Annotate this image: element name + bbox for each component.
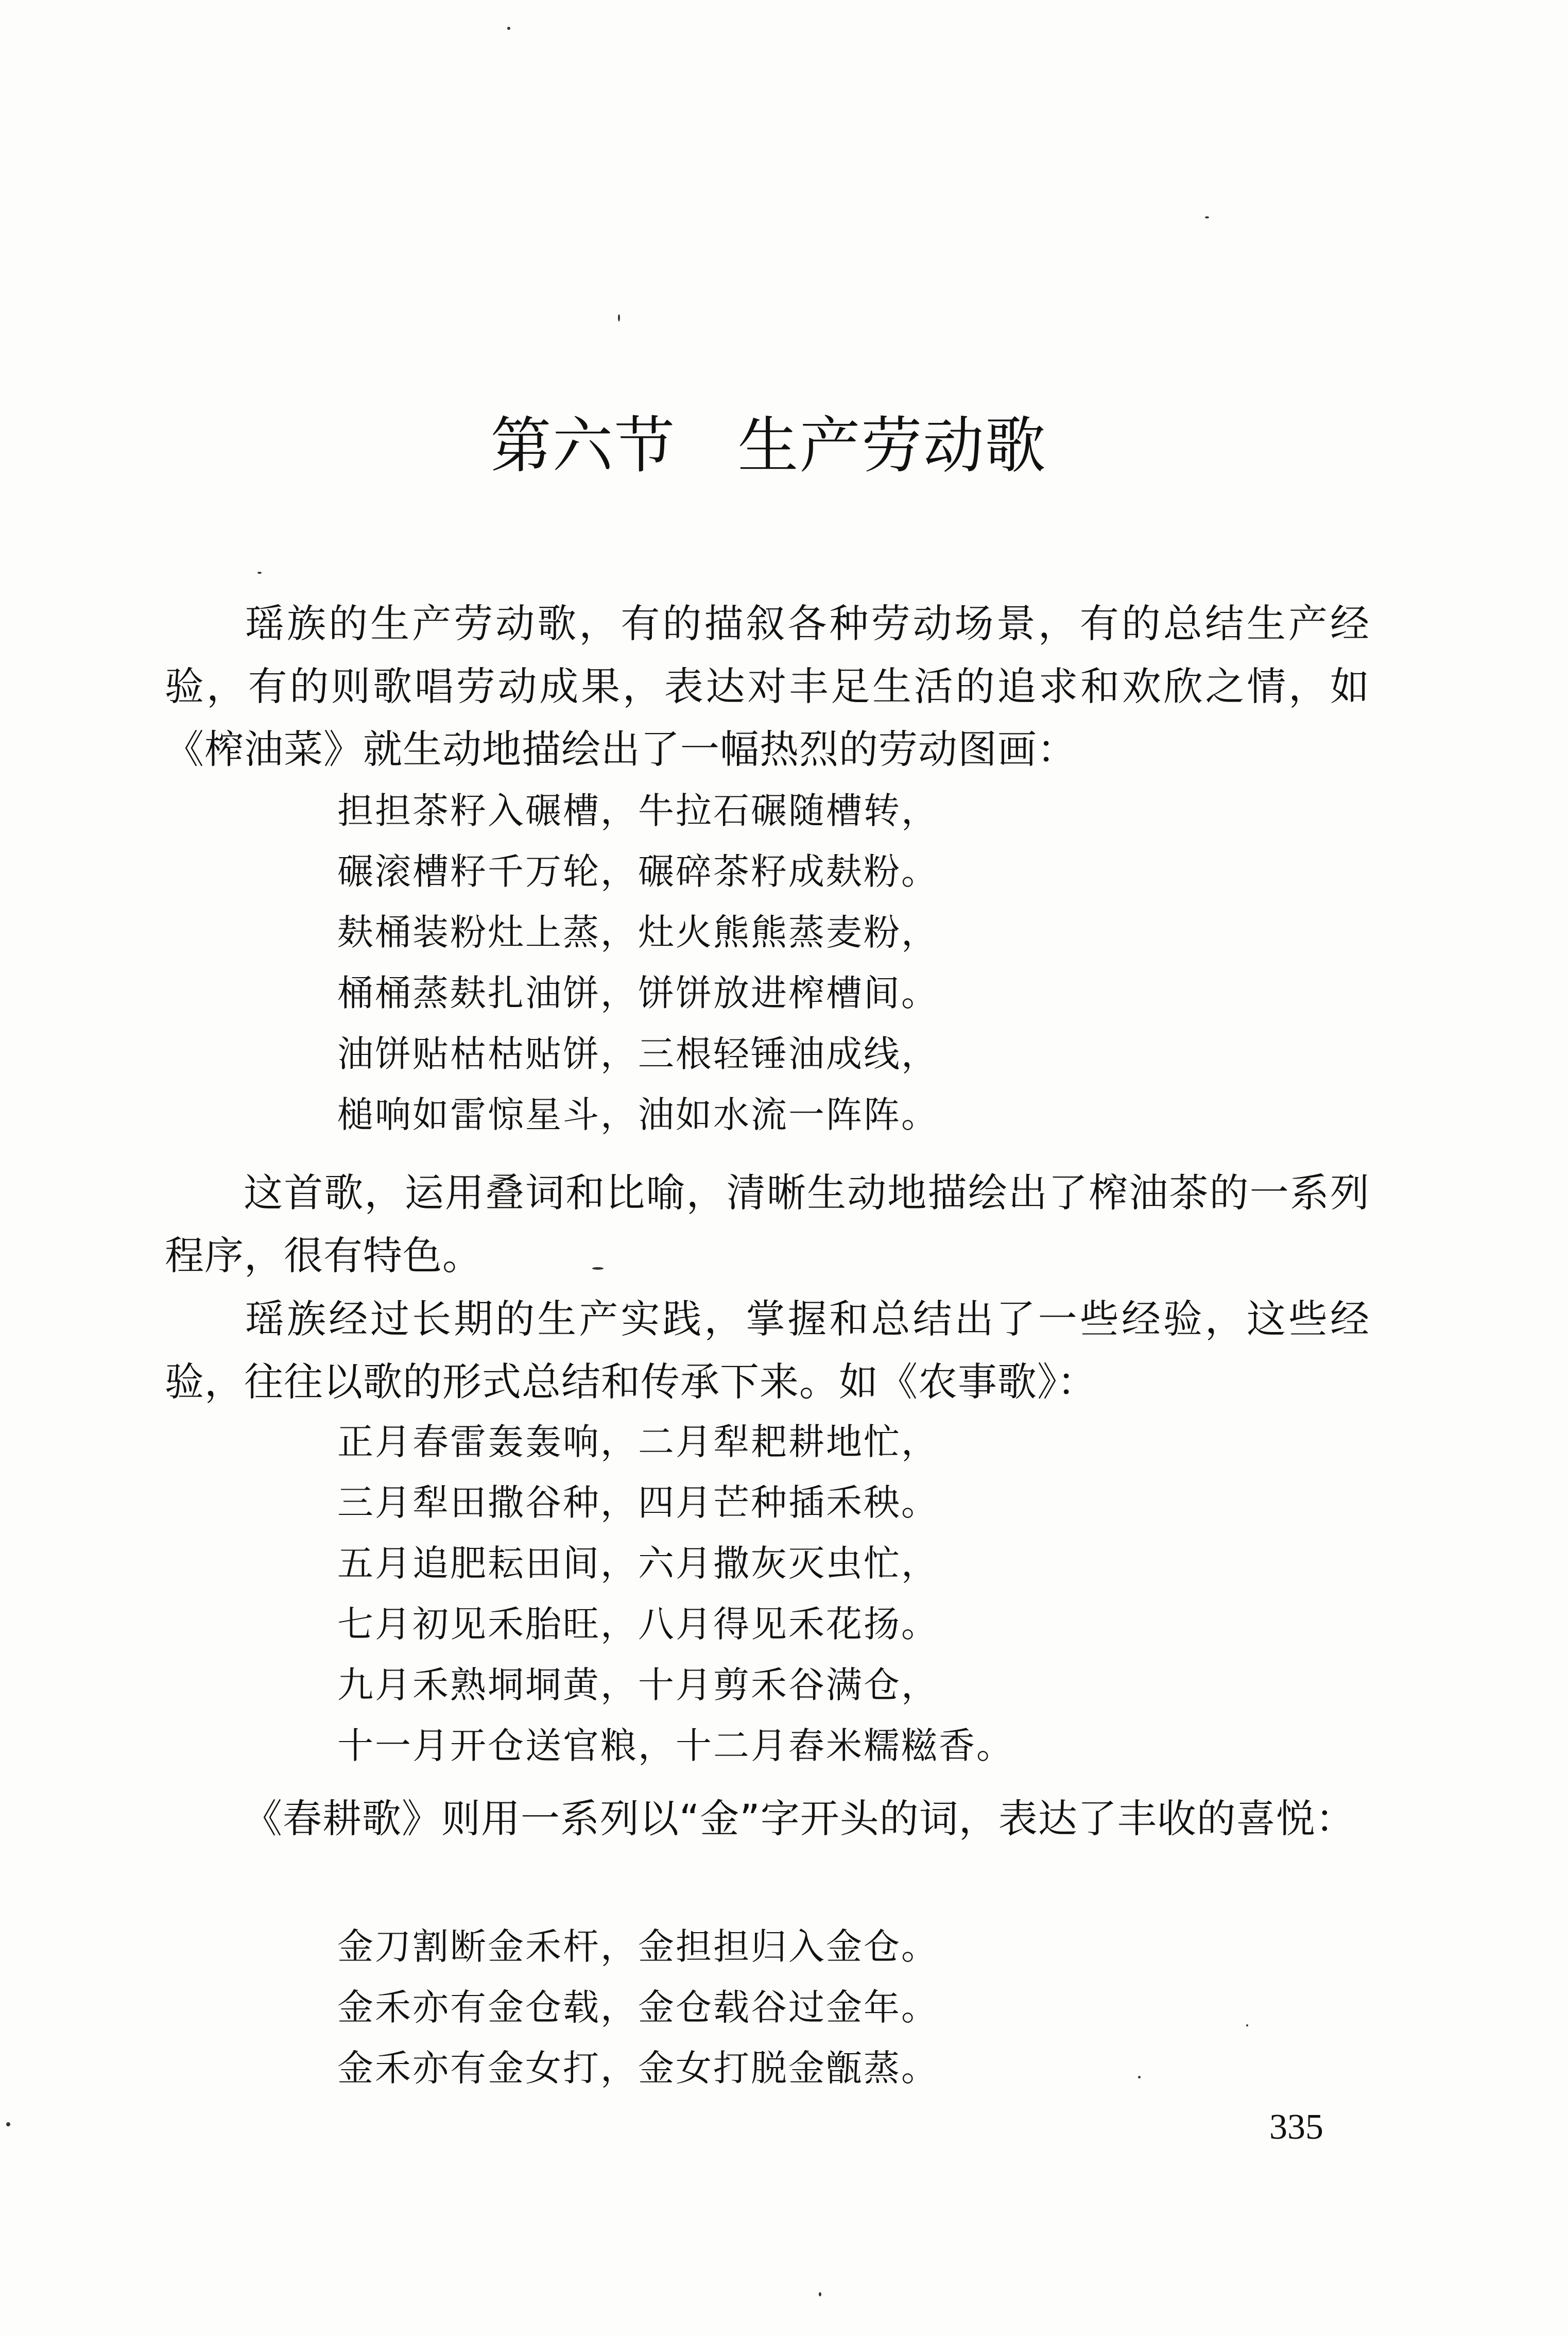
scan-speck [6,2122,10,2126]
section-number: 第六节 [490,410,676,481]
paragraph-text: 瑶族的生产劳动歌，有的描叙各种劳动场景，有的总结生产经验，有的则歌唱劳动成果，表达对丰足生活的追求和欢欣之情，如《榨油菜》就生动地描绘出了一幅热烈的劳动图画： [165,601,1370,772]
poem-line: 五月追肥耘田间，六月撒灰灭虫忙， [337,1542,939,1584]
scan-speck [618,314,620,321]
scan-speck [1246,2024,1248,2026]
scan-speck [819,2292,821,2296]
poem-line: 碾滚槽籽千万轮，碾碎茶籽成麸粉。 [337,850,939,893]
section-title [0,397,1553,484]
poem-line: 桶桶蒸麸扎油饼，饼饼放进榨槽间。 [337,972,939,1014]
poem-line: 三月犁田撒谷种，四月芒种插禾秧。 [337,1481,939,1524]
poem-line: 九月禾熟垌垌黄，十月剪禾谷满仓， [337,1664,939,1706]
scan-speck [507,27,510,30]
poem-line: 麸桶装粉灶上蒸，灶火熊熊蒸麦粉， [337,911,939,953]
poem-line: 金禾亦有金女打，金女打脱金甑蒸。 [337,2047,939,2089]
paragraph-intro [165,592,1370,781]
paragraph-text: 瑶族经过长期的生产实践，掌握和总结出了一些经验，这些经验，往往以歌的形式总结和传承下来。如《农事歌》： [165,1296,1370,1405]
poem-line: 七月初见禾胎旺，八月得见禾花扬。 [337,1603,939,1645]
paragraph-text: 《春耕歌》则用一系列以“金”字开头的词，表达了丰收的喜悦： [243,1796,1355,1841]
poem-line: 正月春雷轰轰响，二月犁耙耕地忙， [337,1421,939,1463]
poem-zhayoucai [337,780,939,1145]
scan-speck [1138,2076,1141,2078]
paragraph-commentary [165,1162,1370,1287]
paragraph-experience [165,1288,1370,1413]
scan-speck [1205,216,1209,218]
poem-line: 金禾亦有金仓载，金仓载谷过金年。 [337,1986,939,2028]
paragraph-text: 这首歌，运用叠词和比喻，清晰生动地描绘出了榨油茶的一系列程序，很有特色。 [165,1170,1370,1278]
poem-line: 十一月开仓送官粮，十二月舂米糯糍香。 [337,1725,1014,1767]
section-heading: 生产劳动歌 [737,410,1047,481]
poem-line: 槌响如雷惊星斗，油如水流一阵阵。 [337,1094,939,1136]
paragraph-chungengge [165,1787,1370,1850]
poem-nongshige [337,1411,1014,1776]
scan-speck [257,572,262,574]
poem-chungengge [337,1916,939,2099]
poem-line: 担担茶籽入碾槽，牛拉石碾随槽转， [337,790,939,832]
page-number: 335 [1269,2107,1323,2147]
poem-line: 油饼贴枯枯贴饼，三根轻锤油成线， [337,1033,939,1075]
poem-line: 金刀割断金禾杆，金担担归入金仓。 [337,1925,939,1968]
